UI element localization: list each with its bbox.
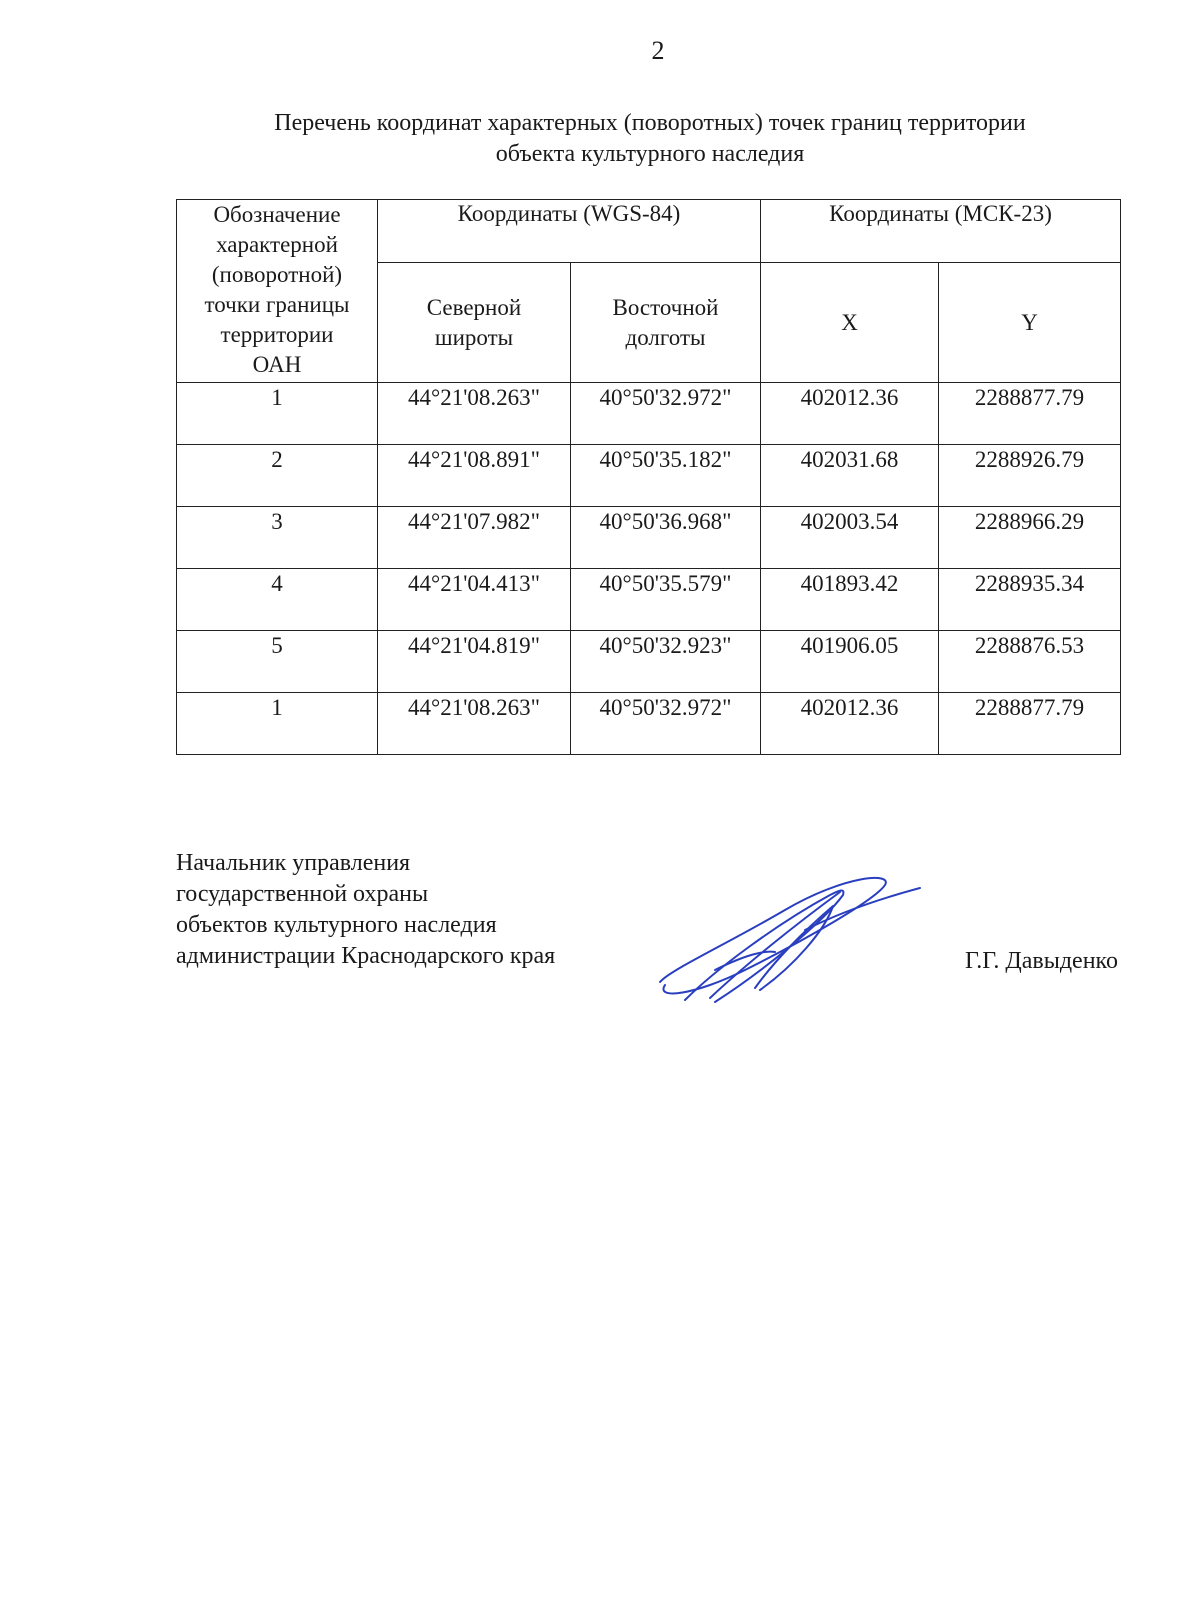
signatory-name: Г.Г. Давыденко	[965, 948, 1118, 974]
coordinates-table	[176, 199, 1121, 755]
cell-point: 4	[177, 569, 378, 631]
cell-point: 3	[177, 507, 378, 569]
table-row	[177, 693, 1121, 755]
cell-x: 401893.42	[761, 569, 939, 631]
cell-y: 2288877.79	[939, 693, 1121, 755]
signatory-position	[176, 848, 555, 972]
header-latitude	[378, 263, 571, 383]
position-line: объектов культурного наследия	[176, 912, 497, 938]
table-row	[177, 569, 1121, 631]
table-row	[177, 383, 1121, 445]
cell-lat: 44°21'08.891"	[378, 445, 571, 507]
cell-y: 2288877.79	[939, 383, 1121, 445]
title-line-2: объекта культурного наследия	[495, 141, 805, 167]
cell-x: 402012.36	[761, 383, 939, 445]
cell-lon: 40°50'32.972"	[571, 383, 761, 445]
cell-point: 1	[177, 693, 378, 755]
position-line: государственной охраны	[176, 881, 429, 907]
cell-x: 402012.36	[761, 693, 939, 755]
table-row	[177, 445, 1121, 507]
header-point-line: характерной	[216, 232, 338, 257]
header-point-line: точки границы	[204, 292, 350, 317]
header-point-designation	[177, 200, 378, 383]
cell-lon: 40°50'32.972"	[571, 693, 761, 755]
cell-y: 2288926.79	[939, 445, 1121, 507]
cell-y: 2288935.34	[939, 569, 1121, 631]
cell-lat: 44°21'07.982"	[378, 507, 571, 569]
header-lon-line: долготы	[625, 324, 706, 350]
position-line: Начальник управления	[176, 850, 411, 876]
cell-lon: 40°50'32.923"	[571, 631, 761, 693]
cell-y: 2288876.53	[939, 631, 1121, 693]
header-point-line: (поворотной)	[211, 262, 343, 287]
cell-point: 5	[177, 631, 378, 693]
cell-point: 1	[177, 383, 378, 445]
cell-lon: 40°50'35.579"	[571, 569, 761, 631]
position-line: администрации Краснодарского края	[176, 943, 556, 969]
header-msk23: Координаты (МСК-23)	[761, 200, 1121, 263]
cell-lat: 44°21'08.263"	[378, 693, 571, 755]
cell-x: 401906.05	[761, 631, 939, 693]
cell-lat: 44°21'04.819"	[378, 631, 571, 693]
cell-lat: 44°21'08.263"	[378, 383, 571, 445]
header-longitude	[571, 263, 761, 383]
document-title	[176, 108, 1124, 170]
table-row	[177, 507, 1121, 569]
header-y: Y	[939, 263, 1121, 383]
cell-x: 402031.68	[761, 445, 939, 507]
header-x: X	[761, 263, 939, 383]
title-line-1: Перечень координат характерных (поворотных) точек границ территории	[274, 110, 1026, 136]
header-lat-line: широты	[434, 324, 514, 350]
header-lat-line: Северной	[426, 294, 522, 320]
cell-x: 402003.54	[761, 507, 939, 569]
header-point-line: ОАН	[252, 352, 302, 377]
cell-lon: 40°50'35.182"	[571, 445, 761, 507]
cell-y: 2288966.29	[939, 507, 1121, 569]
handwritten-signature	[655, 870, 925, 1015]
header-lon-line: Восточной	[612, 294, 719, 320]
page-number: 2	[651, 36, 665, 65]
cell-lat: 44°21'04.413"	[378, 569, 571, 631]
table-row	[177, 631, 1121, 693]
header-wgs84: Координаты (WGS-84)	[378, 200, 761, 263]
header-point-line: территории	[220, 322, 334, 347]
cell-point: 2	[177, 445, 378, 507]
header-point-line: Обозначение	[213, 202, 341, 227]
cell-lon: 40°50'36.968"	[571, 507, 761, 569]
